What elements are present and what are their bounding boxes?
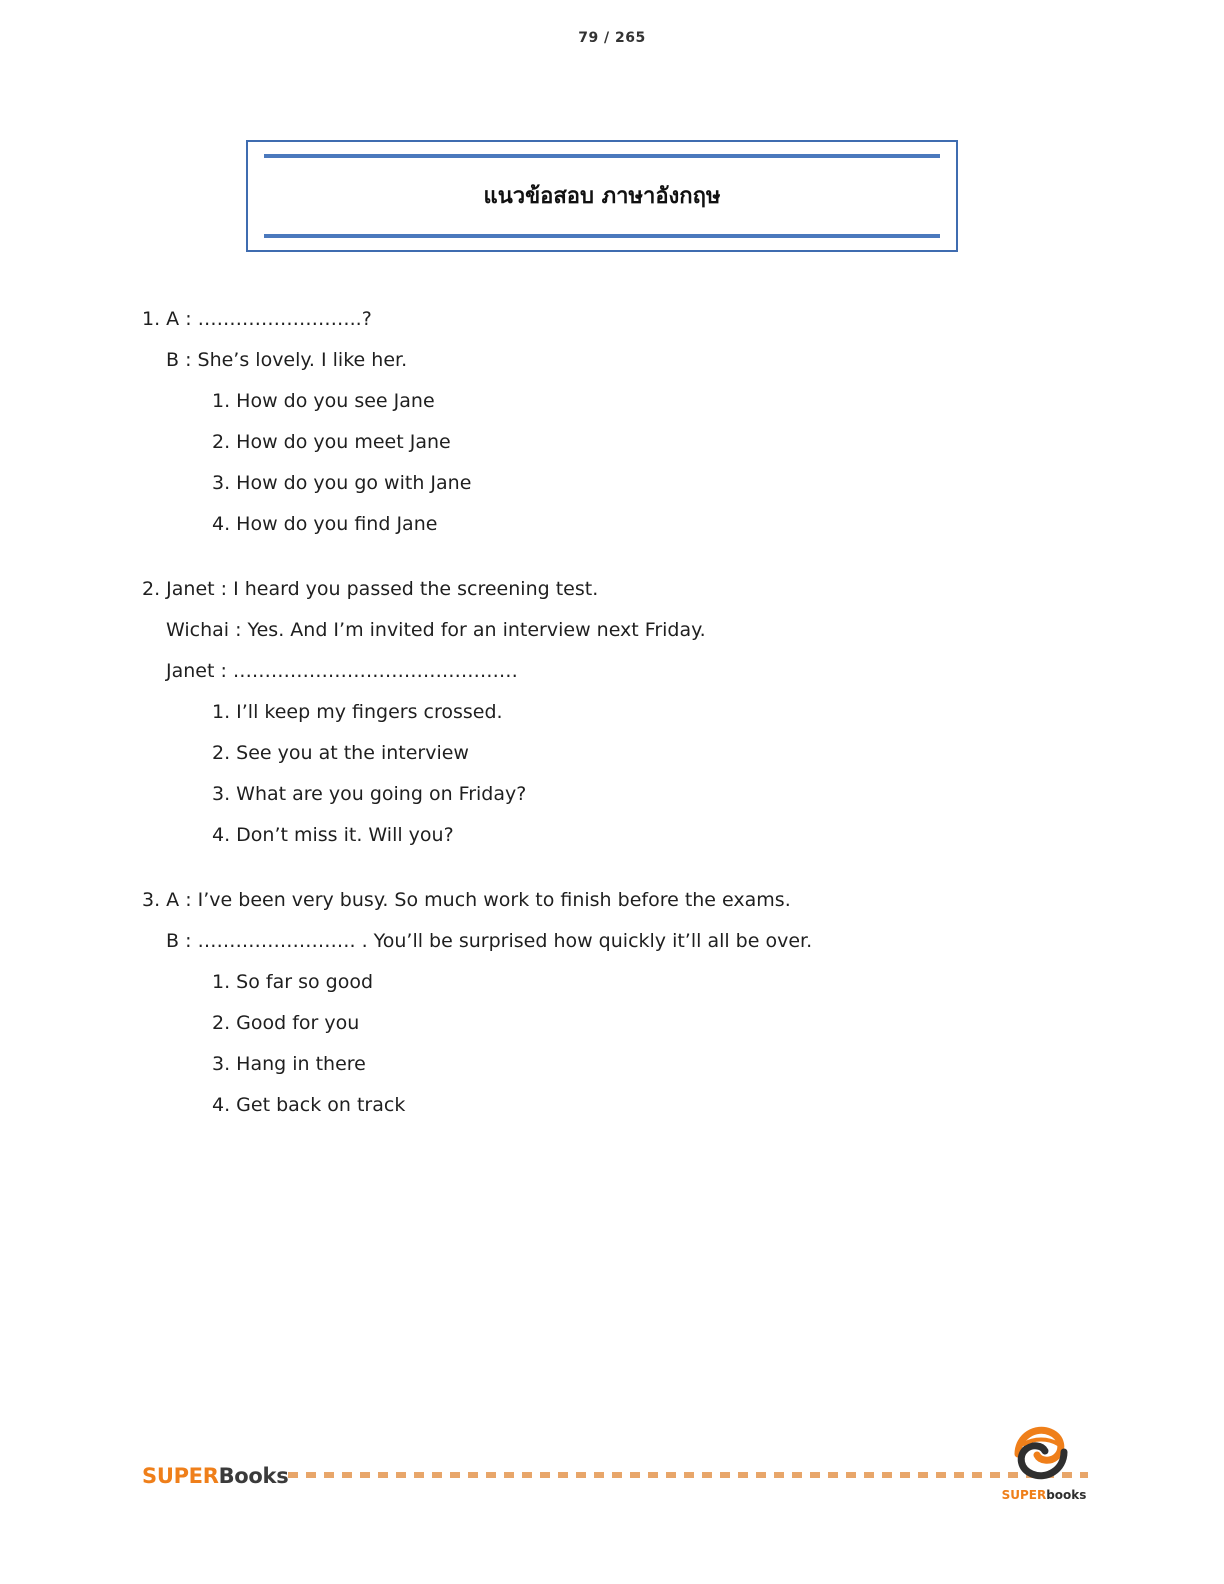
choice-option[interactable]: 1. I’ll keep my fingers crossed. bbox=[212, 701, 503, 723]
title-top-rule bbox=[264, 154, 940, 158]
logo-caption-secondary: books bbox=[1046, 1488, 1087, 1502]
question-line: 2. Janet : I heard you passed the screening test. bbox=[142, 578, 599, 600]
choice-option[interactable]: 4. How do you find Jane bbox=[212, 513, 438, 535]
choice-option[interactable]: 3. What are you going on Friday? bbox=[212, 783, 527, 805]
questions-container bbox=[142, 310, 1102, 1161]
title-bottom-rule bbox=[264, 234, 940, 238]
logo-caption-primary: SUPER bbox=[1001, 1488, 1047, 1502]
choice-option[interactable]: 1. How do you see Jane bbox=[212, 390, 435, 412]
question-line: Wichai : Yes. And I’m invited for an interview next Friday. bbox=[166, 619, 706, 641]
exam-title-box bbox=[246, 140, 958, 252]
question-line: 1. A : ……………………..? bbox=[142, 308, 372, 330]
page-title: แนวข้อสอบ ภาษาอังกฤษ bbox=[483, 184, 721, 209]
swirl-icon bbox=[1010, 1424, 1072, 1482]
page-footer bbox=[0, 1434, 1224, 1584]
question-block-2 bbox=[142, 580, 1102, 845]
question-line: B : ……………………. . You’ll be surprised how quickly it’ll all be over. bbox=[166, 930, 813, 952]
choice-option[interactable]: 1. So far so good bbox=[212, 971, 374, 993]
footer-brand-secondary: Books bbox=[218, 1464, 289, 1488]
page-counter: 79 / 265 bbox=[578, 30, 646, 46]
choice-option[interactable]: 2. See you at the interview bbox=[212, 742, 469, 764]
question-line: B : She’s lovely. I like her. bbox=[166, 349, 408, 371]
choice-option[interactable]: 3. Hang in there bbox=[212, 1053, 366, 1075]
choice-option[interactable]: 4. Get back on track bbox=[212, 1094, 406, 1116]
footer-brand bbox=[142, 1464, 288, 1488]
choice-option[interactable]: 2. How do you meet Jane bbox=[212, 431, 451, 453]
superbooks-logo bbox=[996, 1424, 1092, 1502]
question-block-3 bbox=[142, 891, 1102, 1115]
choice-option[interactable]: 4. Don’t miss it. Will you? bbox=[212, 824, 454, 846]
footer-divider bbox=[288, 1472, 1088, 1478]
question-block-1 bbox=[142, 310, 1102, 534]
choice-option[interactable]: 2. Good for you bbox=[212, 1012, 360, 1034]
choice-option[interactable]: 3. How do you go with Jane bbox=[212, 472, 472, 494]
logo-caption bbox=[996, 1488, 1092, 1502]
footer-brand-primary: SUPER bbox=[142, 1464, 219, 1488]
question-line: 3. A : I’ve been very busy. So much work to finish before the exams. bbox=[142, 889, 791, 911]
question-line: Janet : ……………………………………… bbox=[166, 660, 518, 682]
